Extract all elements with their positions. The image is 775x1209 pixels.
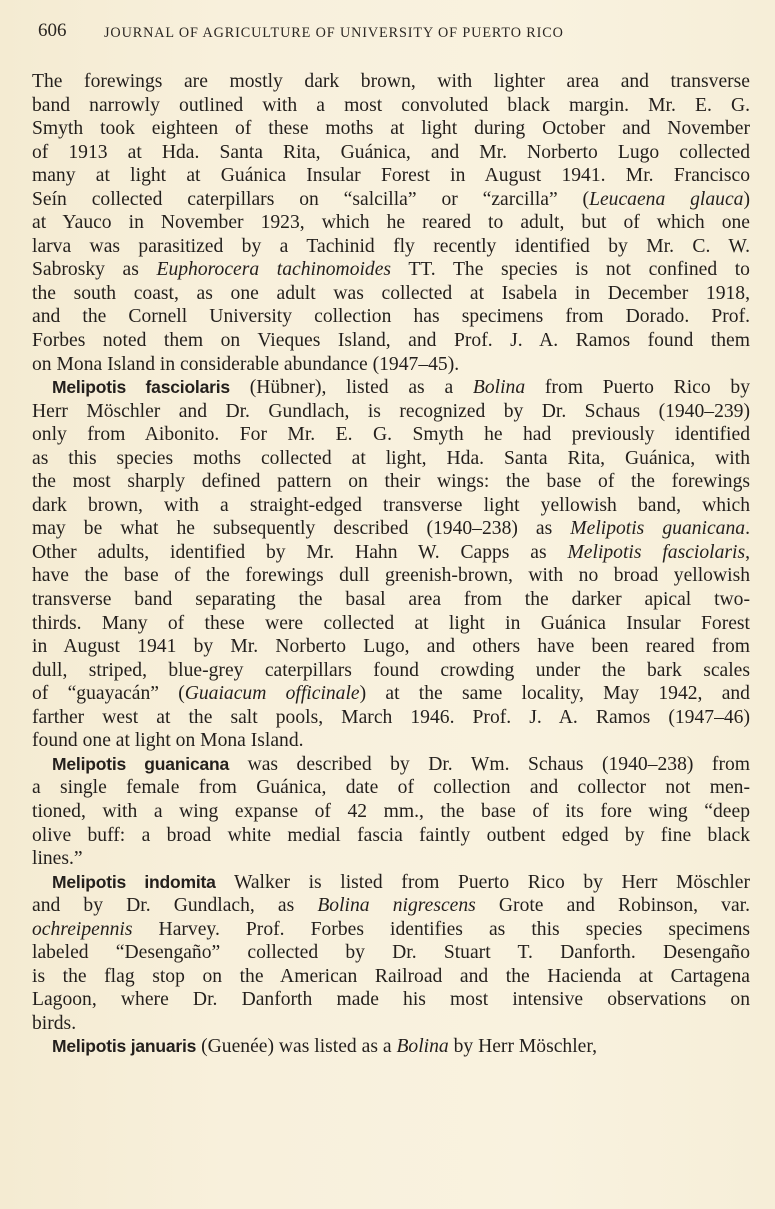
- text-run: Smyth took eighteen of these moths at light during October and November: [32, 118, 750, 140]
- text-line: [32, 282, 750, 306]
- text-run: (Hübner), listed as a: [229, 377, 473, 399]
- text-run: dull, striped, blue-grey caterpillars found crowding under the bark scales: [32, 659, 750, 681]
- text-line: [32, 612, 750, 636]
- italic-term: Guaiacum officinale: [184, 683, 360, 705]
- paragraph: [32, 753, 750, 871]
- italic-term: Bolina: [472, 377, 526, 399]
- text-run: Walker is listed from Puerto Rico by Herr Möschler: [215, 871, 750, 893]
- text-run: TT. The species is not confined to: [391, 259, 750, 281]
- text-run: the most sharply defined pattern on their wings: the base of the forewings: [32, 471, 750, 493]
- italic-term: Bolina nigrescens: [317, 895, 476, 917]
- text-run: lines.”: [32, 848, 83, 870]
- text-run: by Herr Möschler,: [448, 1036, 597, 1058]
- text-line: [32, 517, 750, 541]
- text-run: farther west at the salt pools, March 1946. Prof. J. A. Ramos (1947–46): [32, 706, 750, 728]
- text-line: [32, 776, 750, 800]
- text-run: at Yauco in November 1923, which he reared to adult, but of which one: [32, 212, 750, 234]
- text-run: the south coast, as one adult was collected at Isabela in December 1918,: [32, 282, 750, 304]
- text-line: [32, 423, 750, 447]
- text-run: Sabrosky as: [32, 259, 157, 281]
- text-line: [32, 988, 750, 1012]
- text-line: [32, 70, 750, 94]
- text-run: was described by Dr. Wm. Schaus (1940–238) from: [229, 753, 751, 775]
- text-line: [32, 635, 750, 659]
- text-line: [32, 1012, 750, 1036]
- text-line: [32, 824, 750, 848]
- text-run: transverse band separating the basal area from the darker apical two-: [32, 589, 750, 611]
- italic-term: Melipotis guanicana: [570, 518, 746, 540]
- text-run: on Mona Island in considerable abundance (1947–45).: [32, 353, 460, 375]
- text-line: [32, 541, 750, 565]
- text-line: [32, 329, 750, 353]
- text-line: [32, 470, 750, 494]
- text-line: [32, 447, 750, 471]
- text-run: Forbes noted them on Vieques Island, and Prof. J. A. Ramos found them: [32, 330, 750, 352]
- text-line: [32, 235, 750, 259]
- species-heading: Melipotis indomita: [52, 871, 216, 892]
- text-run: ) at the same locality, May 1942, and: [359, 683, 750, 705]
- paragraph: [32, 871, 750, 1036]
- text-line: [32, 564, 750, 588]
- text-run: and by Dr. Gundlach, as: [32, 895, 318, 917]
- text-line: [32, 659, 750, 683]
- text-run: .: [745, 518, 750, 540]
- text-run: of 1913 at Hda. Santa Rita, Guánica, and Mr. Norberto Lugo collected: [32, 141, 750, 163]
- paragraph: [32, 376, 750, 753]
- page-number: 606: [38, 20, 67, 41]
- paragraph: [32, 70, 750, 376]
- text-run: as this species moths collected at light, Hda. Santa Rita, Guánica, with: [32, 447, 750, 469]
- species-heading: Melipotis januaris: [52, 1036, 197, 1057]
- text-run: only from Aibonito. For Mr. E. G. Smyth he had previously identified: [32, 424, 750, 446]
- text-run: Seín collected caterpillars on “salcilla” or “zarcilla” (: [32, 188, 590, 210]
- text-run: from Puerto Rico by: [525, 377, 751, 399]
- paragraph: [32, 1035, 750, 1059]
- text-run: of “guayacán” (: [32, 683, 185, 705]
- text-line: [32, 941, 750, 965]
- text-run: Lagoon, where Dr. Danforth made his most intensive observations on: [32, 989, 750, 1011]
- text-run: band narrowly outlined with a most convoluted black margin. Mr. E. G.: [32, 94, 750, 116]
- text-run: olive buff: a broad white medial fascia faintly outbent edged by fine black: [32, 824, 750, 846]
- text-line: [32, 376, 750, 400]
- text-run: ,: [745, 541, 750, 563]
- species-heading: Melipotis guanicana: [52, 753, 230, 774]
- text-line: [32, 400, 750, 424]
- italic-term: ochreipennis: [32, 918, 133, 940]
- text-run: (Guenée) was listed as a: [196, 1036, 397, 1058]
- text-line: [32, 894, 750, 918]
- page-header: [38, 20, 738, 50]
- text-line: [32, 847, 750, 871]
- text-line: [32, 164, 750, 188]
- text-run: Herr Möschler and Dr. Gundlach, is recognized by Dr. Schaus (1940–239): [32, 400, 750, 422]
- text-run: dark brown, with a straight-edged transverse light yellowish band, which: [32, 494, 750, 516]
- text-run: and the Cornell University collection has specimens from Dorado. Prof.: [32, 306, 750, 328]
- species-heading: Melipotis fasciolaris: [52, 377, 230, 398]
- text-run: Grote and Robinson, var.: [475, 895, 750, 917]
- text-run: in August 1941 by Mr. Norberto Lugo, and others have been reared from: [32, 636, 750, 658]
- body-text: [32, 70, 750, 1059]
- italic-term: Euphorocera tachinomoides: [156, 259, 392, 281]
- text-run: tioned, with a wing expanse of 42 mm., the base of its fore wing “deep: [32, 800, 750, 822]
- italic-term: Melipotis fasciolaris: [567, 541, 746, 563]
- text-run: Harvey. Prof. Forbes identifies as this species specimens: [132, 918, 750, 940]
- text-run: is the flag stop on the American Railroad and the Hacienda at Cartagena: [32, 965, 750, 987]
- text-line: [32, 494, 750, 518]
- text-line: [32, 871, 750, 895]
- italic-term: Leucaena glauca: [589, 188, 744, 210]
- italic-term: Bolina: [396, 1036, 449, 1058]
- text-line: [32, 706, 750, 730]
- text-run: larva was parasitized by a Tachinid fly recently identified by Mr. C. W.: [32, 235, 750, 257]
- text-line: [32, 1035, 750, 1059]
- text-run: Other adults, identified by Mr. Hahn W. Capps as: [32, 541, 568, 563]
- text-line: [32, 94, 750, 118]
- text-run: found one at light on Mona Island.: [32, 730, 304, 752]
- text-line: [32, 918, 750, 942]
- text-run: many at light at Guánica Insular Forest in August 1941. Mr. Francisco: [32, 165, 750, 187]
- text-run: have the base of the forewings dull greenish-brown, with no broad yellowish: [32, 565, 750, 587]
- text-run: labeled “Desengaño” collected by Dr. Stuart T. Danforth. Desengaño: [32, 942, 750, 964]
- text-run: thirds. Many of these were collected at light in Guánica Insular Forest: [32, 612, 750, 634]
- text-run: birds.: [32, 1012, 77, 1034]
- running-head: JOURNAL OF AGRICULTURE OF UNIVERSITY OF PUERTO RICO: [104, 25, 564, 41]
- text-line: [32, 117, 750, 141]
- text-run: The forewings are mostly dark brown, with lighter area and transverse: [32, 71, 750, 92]
- text-line: [32, 729, 750, 753]
- text-run: may be what he subsequently described (1940–238) as: [32, 518, 571, 540]
- text-line: [32, 588, 750, 612]
- text-line: [32, 188, 750, 212]
- text-line: [32, 753, 750, 777]
- text-line: [32, 353, 750, 377]
- text-line: [32, 258, 750, 282]
- text-line: [32, 800, 750, 824]
- text-line: [32, 211, 750, 235]
- text-line: [32, 141, 750, 165]
- text-line: [32, 305, 750, 329]
- text-line: [32, 682, 750, 706]
- text-line: [32, 965, 750, 989]
- text-run: a single female from Guánica, date of collection and collector not men-: [32, 777, 750, 799]
- text-run: ): [743, 188, 750, 210]
